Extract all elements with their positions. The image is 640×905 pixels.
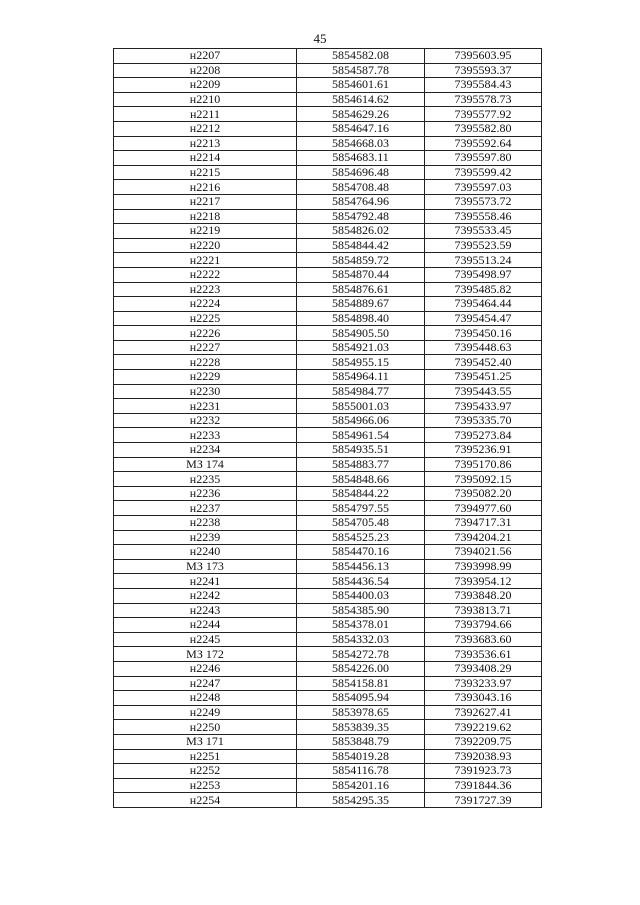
table-row bbox=[114, 399, 542, 414]
table-row bbox=[114, 224, 542, 239]
table-row bbox=[114, 311, 542, 326]
point-name-cell: н2213 bbox=[114, 136, 297, 151]
x-coordinate-cell: 5854797.55 bbox=[297, 501, 425, 516]
x-coordinate-cell: 5854826.02 bbox=[297, 224, 425, 239]
x-coordinate-cell: 5854921.03 bbox=[297, 340, 425, 355]
x-coordinate-cell: 5854201.16 bbox=[297, 778, 425, 793]
table-row bbox=[114, 457, 542, 472]
point-name-cell: н2210 bbox=[114, 92, 297, 107]
x-coordinate-cell: 5854456.13 bbox=[297, 559, 425, 574]
point-name-cell: МЗ 174 bbox=[114, 457, 297, 472]
y-coordinate-cell: 7395582.80 bbox=[425, 121, 542, 136]
y-coordinate-cell: 7391844.36 bbox=[425, 778, 542, 793]
y-coordinate-cell: 7394977.60 bbox=[425, 501, 542, 516]
table-row bbox=[114, 647, 542, 662]
point-name-cell: МЗ 173 bbox=[114, 559, 297, 574]
point-name-cell: н2226 bbox=[114, 326, 297, 341]
y-coordinate-cell: 7395454.47 bbox=[425, 311, 542, 326]
table-row bbox=[114, 253, 542, 268]
point-name-cell: н2246 bbox=[114, 661, 297, 676]
y-coordinate-cell: 7395533.45 bbox=[425, 224, 542, 239]
y-coordinate-cell: 7391923.73 bbox=[425, 764, 542, 779]
x-coordinate-cell: 5854844.42 bbox=[297, 238, 425, 253]
table-row bbox=[114, 559, 542, 574]
point-name-cell: н2216 bbox=[114, 180, 297, 195]
y-coordinate-cell: 7395450.16 bbox=[425, 326, 542, 341]
x-coordinate-cell: 5854116.78 bbox=[297, 764, 425, 779]
table-row bbox=[114, 516, 542, 531]
y-coordinate-cell: 7394717.31 bbox=[425, 516, 542, 531]
table-row bbox=[114, 486, 542, 501]
x-coordinate-cell: 5854964.11 bbox=[297, 370, 425, 385]
x-coordinate-cell: 5854019.28 bbox=[297, 749, 425, 764]
y-coordinate-cell: 7395558.46 bbox=[425, 209, 542, 224]
x-coordinate-cell: 5854614.62 bbox=[297, 92, 425, 107]
x-coordinate-cell: 5854859.72 bbox=[297, 253, 425, 268]
y-coordinate-cell: 7393043.16 bbox=[425, 691, 542, 706]
table-row bbox=[114, 194, 542, 209]
x-coordinate-cell: 5854470.16 bbox=[297, 545, 425, 560]
y-coordinate-cell: 7395485.82 bbox=[425, 282, 542, 297]
y-coordinate-cell: 7394021.56 bbox=[425, 545, 542, 560]
y-coordinate-cell: 7395584.43 bbox=[425, 78, 542, 93]
table-row bbox=[114, 384, 542, 399]
table-row bbox=[114, 209, 542, 224]
point-name-cell: МЗ 171 bbox=[114, 734, 297, 749]
y-coordinate-cell: 7393233.97 bbox=[425, 676, 542, 691]
x-coordinate-cell: 5854601.61 bbox=[297, 78, 425, 93]
x-coordinate-cell: 5854708.48 bbox=[297, 180, 425, 195]
table-row bbox=[114, 267, 542, 282]
x-coordinate-cell: 5854844.22 bbox=[297, 486, 425, 501]
y-coordinate-cell: 7395451.25 bbox=[425, 370, 542, 385]
point-name-cell: н2222 bbox=[114, 267, 297, 282]
table-row bbox=[114, 78, 542, 93]
x-coordinate-cell: 5854385.90 bbox=[297, 603, 425, 618]
table-row bbox=[114, 632, 542, 647]
point-name-cell: н2212 bbox=[114, 121, 297, 136]
table-row bbox=[114, 676, 542, 691]
x-coordinate-cell: 5854629.26 bbox=[297, 107, 425, 122]
x-coordinate-cell: 5854870.44 bbox=[297, 267, 425, 282]
table-row bbox=[114, 282, 542, 297]
table-row bbox=[114, 530, 542, 545]
y-coordinate-cell: 7393408.29 bbox=[425, 661, 542, 676]
y-coordinate-cell: 7395592.64 bbox=[425, 136, 542, 151]
point-name-cell: н2228 bbox=[114, 355, 297, 370]
x-coordinate-cell: 5854848.66 bbox=[297, 472, 425, 487]
point-name-cell: н2230 bbox=[114, 384, 297, 399]
point-name-cell: н2217 bbox=[114, 194, 297, 209]
point-name-cell: н2232 bbox=[114, 413, 297, 428]
x-coordinate-cell: 5854683.11 bbox=[297, 151, 425, 166]
y-coordinate-cell: 7395335.70 bbox=[425, 413, 542, 428]
x-coordinate-cell: 5854525.23 bbox=[297, 530, 425, 545]
x-coordinate-cell: 5854792.48 bbox=[297, 209, 425, 224]
y-coordinate-cell: 7393848.20 bbox=[425, 588, 542, 603]
x-coordinate-cell: 5854883.77 bbox=[297, 457, 425, 472]
y-coordinate-cell: 7393813.71 bbox=[425, 603, 542, 618]
point-name-cell: н2223 bbox=[114, 282, 297, 297]
table-row bbox=[114, 180, 542, 195]
y-coordinate-cell: 7392219.62 bbox=[425, 720, 542, 735]
point-name-cell: н2240 bbox=[114, 545, 297, 560]
x-coordinate-cell: 5854095.94 bbox=[297, 691, 425, 706]
table-row bbox=[114, 355, 542, 370]
table-row bbox=[114, 326, 542, 341]
table-row bbox=[114, 413, 542, 428]
x-coordinate-cell: 5854961.54 bbox=[297, 428, 425, 443]
table-row bbox=[114, 151, 542, 166]
table-row bbox=[114, 734, 542, 749]
coordinates-table bbox=[113, 48, 542, 808]
point-name-cell: н2243 bbox=[114, 603, 297, 618]
x-coordinate-cell: 5853848.79 bbox=[297, 734, 425, 749]
y-coordinate-cell: 7395236.91 bbox=[425, 443, 542, 458]
table-row bbox=[114, 238, 542, 253]
point-name-cell: н2233 bbox=[114, 428, 297, 443]
y-coordinate-cell: 7395603.95 bbox=[425, 49, 542, 64]
point-name-cell: н2234 bbox=[114, 443, 297, 458]
table-row bbox=[114, 340, 542, 355]
x-coordinate-cell: 5855001.03 bbox=[297, 399, 425, 414]
y-coordinate-cell: 7393794.66 bbox=[425, 618, 542, 633]
y-coordinate-cell: 7393998.99 bbox=[425, 559, 542, 574]
point-name-cell: н2214 bbox=[114, 151, 297, 166]
x-coordinate-cell: 5854272.78 bbox=[297, 647, 425, 662]
point-name-cell: н2250 bbox=[114, 720, 297, 735]
point-name-cell: н2207 bbox=[114, 49, 297, 64]
table-row bbox=[114, 49, 542, 64]
point-name-cell: н2236 bbox=[114, 486, 297, 501]
table-row bbox=[114, 63, 542, 78]
table-row bbox=[114, 165, 542, 180]
x-coordinate-cell: 5854696.48 bbox=[297, 165, 425, 180]
point-name-cell: н2219 bbox=[114, 224, 297, 239]
x-coordinate-cell: 5854295.35 bbox=[297, 793, 425, 808]
y-coordinate-cell: 7395092.15 bbox=[425, 472, 542, 487]
x-coordinate-cell: 5854378.01 bbox=[297, 618, 425, 633]
x-coordinate-cell: 5854587.78 bbox=[297, 63, 425, 78]
x-coordinate-cell: 5854898.40 bbox=[297, 311, 425, 326]
y-coordinate-cell: 7395443.55 bbox=[425, 384, 542, 399]
point-name-cell: н2244 bbox=[114, 618, 297, 633]
y-coordinate-cell: 7395170.86 bbox=[425, 457, 542, 472]
table-row bbox=[114, 778, 542, 793]
y-coordinate-cell: 7395448.63 bbox=[425, 340, 542, 355]
x-coordinate-cell: 5853839.35 bbox=[297, 720, 425, 735]
y-coordinate-cell: 7395498.97 bbox=[425, 267, 542, 282]
table-row bbox=[114, 472, 542, 487]
table-row bbox=[114, 588, 542, 603]
point-name-cell: н2225 bbox=[114, 311, 297, 326]
x-coordinate-cell: 5854582.08 bbox=[297, 49, 425, 64]
point-name-cell: н2215 bbox=[114, 165, 297, 180]
y-coordinate-cell: 7395452.40 bbox=[425, 355, 542, 370]
x-coordinate-cell: 5854647.16 bbox=[297, 121, 425, 136]
y-coordinate-cell: 7395577.92 bbox=[425, 107, 542, 122]
table-row bbox=[114, 136, 542, 151]
table-row bbox=[114, 92, 542, 107]
y-coordinate-cell: 7392627.41 bbox=[425, 705, 542, 720]
table-row bbox=[114, 501, 542, 516]
table-row bbox=[114, 443, 542, 458]
table-row bbox=[114, 545, 542, 560]
x-coordinate-cell: 5854332.03 bbox=[297, 632, 425, 647]
table-row bbox=[114, 764, 542, 779]
point-name-cell: н2254 bbox=[114, 793, 297, 808]
y-coordinate-cell: 7395513.24 bbox=[425, 253, 542, 268]
y-coordinate-cell: 7392209.75 bbox=[425, 734, 542, 749]
x-coordinate-cell: 5854984.77 bbox=[297, 384, 425, 399]
table-row bbox=[114, 793, 542, 808]
x-coordinate-cell: 5854966.06 bbox=[297, 413, 425, 428]
point-name-cell: н2239 bbox=[114, 530, 297, 545]
point-name-cell: н2251 bbox=[114, 749, 297, 764]
page-number: 45 bbox=[313, 31, 327, 46]
point-name-cell: н2224 bbox=[114, 297, 297, 312]
y-coordinate-cell: 7395593.37 bbox=[425, 63, 542, 78]
x-coordinate-cell: 5854955.15 bbox=[297, 355, 425, 370]
y-coordinate-cell: 7391727.39 bbox=[425, 793, 542, 808]
x-coordinate-cell: 5854158.81 bbox=[297, 676, 425, 691]
table-row bbox=[114, 121, 542, 136]
y-coordinate-cell: 7395523.59 bbox=[425, 238, 542, 253]
y-coordinate-cell: 7394204.21 bbox=[425, 530, 542, 545]
point-name-cell: н2242 bbox=[114, 588, 297, 603]
point-name-cell: н2227 bbox=[114, 340, 297, 355]
point-name-cell: н2241 bbox=[114, 574, 297, 589]
x-coordinate-cell: 5854876.61 bbox=[297, 282, 425, 297]
point-name-cell: н2253 bbox=[114, 778, 297, 793]
y-coordinate-cell: 7395464.44 bbox=[425, 297, 542, 312]
x-coordinate-cell: 5854705.48 bbox=[297, 516, 425, 531]
point-name-cell: н2208 bbox=[114, 63, 297, 78]
point-name-cell: н2218 bbox=[114, 209, 297, 224]
y-coordinate-cell: 7395578.73 bbox=[425, 92, 542, 107]
point-name-cell: н2247 bbox=[114, 676, 297, 691]
table-row bbox=[114, 574, 542, 589]
point-name-cell: н2229 bbox=[114, 370, 297, 385]
x-coordinate-cell: 5854668.03 bbox=[297, 136, 425, 151]
table-row bbox=[114, 705, 542, 720]
y-coordinate-cell: 7393954.12 bbox=[425, 574, 542, 589]
table-row bbox=[114, 297, 542, 312]
point-name-cell: н2235 bbox=[114, 472, 297, 487]
point-name-cell: МЗ 172 bbox=[114, 647, 297, 662]
table-row bbox=[114, 618, 542, 633]
point-name-cell: н2209 bbox=[114, 78, 297, 93]
table-row bbox=[114, 749, 542, 764]
x-coordinate-cell: 5853978.65 bbox=[297, 705, 425, 720]
y-coordinate-cell: 7395273.84 bbox=[425, 428, 542, 443]
x-coordinate-cell: 5854436.54 bbox=[297, 574, 425, 589]
table-row bbox=[114, 603, 542, 618]
x-coordinate-cell: 5854226.00 bbox=[297, 661, 425, 676]
table-row bbox=[114, 720, 542, 735]
y-coordinate-cell: 7395599.42 bbox=[425, 165, 542, 180]
point-name-cell: н2221 bbox=[114, 253, 297, 268]
y-coordinate-cell: 7395573.72 bbox=[425, 194, 542, 209]
coordinates-table-body bbox=[114, 49, 542, 808]
point-name-cell: н2249 bbox=[114, 705, 297, 720]
table-row bbox=[114, 370, 542, 385]
x-coordinate-cell: 5854889.67 bbox=[297, 297, 425, 312]
table-row bbox=[114, 428, 542, 443]
x-coordinate-cell: 5854905.50 bbox=[297, 326, 425, 341]
point-name-cell: н2231 bbox=[114, 399, 297, 414]
table-row bbox=[114, 107, 542, 122]
x-coordinate-cell: 5854400.03 bbox=[297, 588, 425, 603]
point-name-cell: н2211 bbox=[114, 107, 297, 122]
point-name-cell: н2248 bbox=[114, 691, 297, 706]
x-coordinate-cell: 5854764.96 bbox=[297, 194, 425, 209]
y-coordinate-cell: 7395082.20 bbox=[425, 486, 542, 501]
y-coordinate-cell: 7392038.93 bbox=[425, 749, 542, 764]
y-coordinate-cell: 7395433.97 bbox=[425, 399, 542, 414]
table-row bbox=[114, 661, 542, 676]
point-name-cell: н2245 bbox=[114, 632, 297, 647]
point-name-cell: н2237 bbox=[114, 501, 297, 516]
y-coordinate-cell: 7393683.60 bbox=[425, 632, 542, 647]
y-coordinate-cell: 7395597.80 bbox=[425, 151, 542, 166]
x-coordinate-cell: 5854935.51 bbox=[297, 443, 425, 458]
point-name-cell: н2238 bbox=[114, 516, 297, 531]
y-coordinate-cell: 7393536.61 bbox=[425, 647, 542, 662]
point-name-cell: н2220 bbox=[114, 238, 297, 253]
table-row bbox=[114, 691, 542, 706]
point-name-cell: н2252 bbox=[114, 764, 297, 779]
y-coordinate-cell: 7395597.03 bbox=[425, 180, 542, 195]
